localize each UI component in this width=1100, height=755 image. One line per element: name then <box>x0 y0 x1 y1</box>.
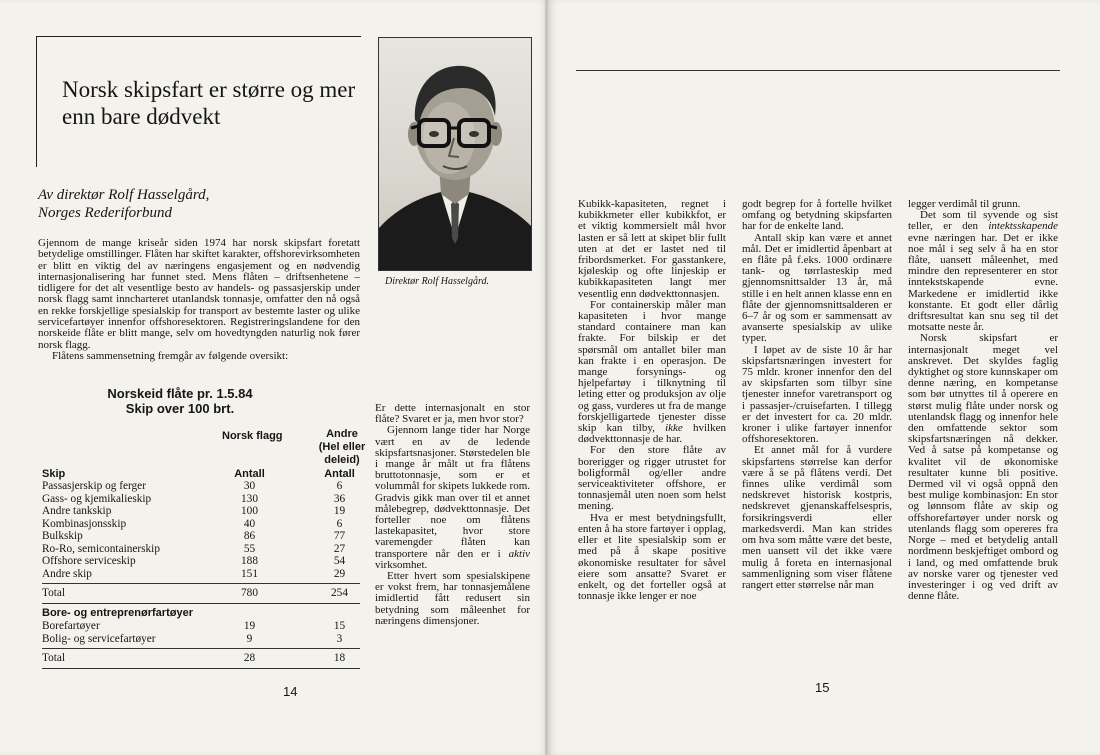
row-norsk: 130 <box>241 492 258 505</box>
row-andre: 19 <box>333 505 346 517</box>
body-paragraph <box>578 300 726 446</box>
row-label: Offshore serviceskip <box>42 555 136 567</box>
fleet-table-title-line: Norskeid flåte pr. 1.5.84 <box>107 386 253 401</box>
table-header-row <box>42 468 360 480</box>
table-row <box>42 505 360 517</box>
row-norsk: 100 <box>241 505 258 517</box>
header-andre-line: Andre <box>326 428 358 440</box>
intro-paragraph: Flåtens sammensetning fremgår av følgende oversikt: <box>52 349 289 362</box>
body-paragraph: Et annet mål for å vurdere skipsfartens størrelse kan derfor være å se på flåtens verdi. Det finnes ulike verdimål som nedskrevet historisk kostpris, nedskrevet gjenanskaffelsespris, forsikringsverdi eller markedsverdi. Man kan strides om hva som måtte være det beste, men uansett vil det ikke være mulig å foreta en internasjonal sammenligning som viser flåtene rangert etter størrelse når man <box>742 444 892 591</box>
article-title: Norsk skipsfart er større og mer enn bare dødvekt <box>62 77 356 129</box>
body-text-italic: aktiv <box>508 547 531 560</box>
table-row <box>42 543 360 555</box>
body-paragraph <box>375 425 530 571</box>
row-andre: 6 <box>336 480 343 492</box>
table-rule <box>42 603 360 604</box>
page-number-right: 15 <box>815 680 830 695</box>
row-andre: 3 <box>336 632 343 645</box>
body-text: For containerskip måler man kapasiteten i hvor mange standard containere man kan frakte. For bilskip er det spørsmål om antallet biler man kan frakte i en operasjon. De mange forsynings- og hjelpefartøy i tilknytning til leting etter og produksjon av olje og gass, vurderes ut fra de mange forskjelligartede tjenester disse skip kan tilby, <box>578 298 726 435</box>
row-andre: 29 <box>333 567 346 580</box>
body-paragraph: Kubikk-kapasiteten, regnet i kubikkmeter eller kubikkfot, er et viktig kommersielt mål hvor lasten er så lett at skipet blir fullt uten at det er lastet ned til fribordsmerket. For gasstankere, kjøleskip og ofte linjeskip er kubikkapasiteten langt mer vesentlig enn dødvekttonnasjen. <box>578 198 726 300</box>
right-page-rule <box>576 70 1060 71</box>
row-label: Bolig- og servicefartøyer <box>42 632 156 645</box>
row-label: Kombinasjonsskip <box>42 517 127 530</box>
total-label: Total <box>42 652 66 664</box>
row-norsk: 151 <box>241 567 258 580</box>
table-row <box>42 518 360 530</box>
body-paragraph: Hva er mest betydningsfullt, enten å ha store fartøyer i opplag, eller et lite spesialskip som er med på å skape positive økonomiske resultater for såvel eiere som ansatte? Svaret er enkelt, og det forteller også at tonnasje ikke lenger er noe <box>578 511 726 603</box>
row-andre: 77 <box>333 530 346 542</box>
photo-caption: Direktør Rolf Hasselgård. <box>385 276 489 287</box>
table-row <box>42 633 360 645</box>
row-label: Andre skip <box>42 567 92 580</box>
table-total-row <box>42 652 360 664</box>
byline <box>38 186 368 222</box>
section-label-skip: Skip <box>42 468 66 480</box>
row-label: Borefartøyer <box>42 620 100 632</box>
row-andre: 15 <box>333 620 346 632</box>
row-norsk: 19 <box>243 620 256 632</box>
body-paragraph: Norsk skipsfart er internasjonalt meget vel anskrevet. Det skyldes faglig dyktighet og store kunnskaper om denne næring, en kompetanse som bør utnyttes til å operere en størst mulig flåte under norsk og utenlandsk flagg og innenfor hele den omfattende sektor som skipsfartsnæringen nå dekker. Ved å satse på kompetanse og kvalitet vil de økonomiske resultater kunne bli positive. Dermed vil vi også oppnå den best mulige kombinasjon: En stor og lønnsom flåte av skip og offshorefartøyer under norsk og utenlands flagg som opereres fra Norge – med et betydelig antall nordmenn beskjeftiget ombord og i land, og med omfattende bruk av norske varer og tjenester ved investeringer i og ved drift av denne flåte. <box>908 332 1058 603</box>
table-row <box>42 530 360 542</box>
table-section-row <box>42 607 360 619</box>
header-andre-line: (Hel eller <box>318 441 366 453</box>
table-row <box>42 555 360 567</box>
body-text-italic: ikke <box>665 422 683 435</box>
total-andre: 18 <box>333 652 346 664</box>
fleet-table-title <box>100 386 260 416</box>
body-text: Gjennom lange tider har Norge vært en av de ledende skipsfartsnasjoner. Størstedelen ble i mange år målt ut fra flåtens bruttotonnasje, som er et volummål for skipets lukkede rom. Gradvis gikk man over til et annet målebegrep, dødvekttonnasje. Det forteller noe om flåtens lastekapasitet, hvor store varemengder flåten kan transportere når den er i <box>375 424 530 560</box>
body-paragraph: Er dette internasjonalt en stor flåte? Svaret er ja, men hvor stor? <box>375 402 530 426</box>
row-label: Gass- og kjemikalieskip <box>42 492 152 505</box>
table-rule <box>42 668 360 669</box>
table-rule <box>42 583 360 584</box>
left-page-column-3 <box>375 403 530 627</box>
row-andre: 36 <box>333 492 346 505</box>
fleet-table-subtitle: Skip over 100 brt. <box>125 401 235 416</box>
row-label: Andre tankskip <box>42 505 112 517</box>
body-paragraph: Antall skip kan være et annet mål. Det er imidlertid åpenbart at en flåte på f.eks. 1000 ordinære tank- og tørrlasteskip med gjennomsnittsalder 13 år, må stille i en helt annen klasse enn en flåte der gjennomsnittsalderen er 6–7 år og som er sammensatt av avanserte spesialskip av ulike typer. <box>742 231 892 345</box>
total-andre: 254 <box>331 587 348 599</box>
header-norsk-flagg: Norsk flagg <box>222 430 283 442</box>
page-number-left: 14 <box>283 684 298 699</box>
body-paragraph: legger verdimål til grunn. <box>908 198 1021 210</box>
body-text: virksomhet. <box>375 558 428 571</box>
table-rule <box>42 648 360 649</box>
body-paragraph: Etter hvert som spesialskipene er vokst frem, har tonnasjemålene imidlertid fått redusert sin betydning som måleenhet for næringens dimensjoner. <box>375 570 530 627</box>
author-portrait-photo <box>378 37 532 271</box>
left-page <box>0 0 548 755</box>
intro-text <box>38 238 360 362</box>
total-norsk: 28 <box>243 652 256 664</box>
right-page-column-1 <box>578 199 726 602</box>
header-andre-line: deleid) <box>324 454 360 466</box>
row-norsk: 86 <box>243 530 256 542</box>
row-label: Ro-Ro, semicontainerskip <box>42 542 160 555</box>
byline-organization: Norges Rederiforbund <box>38 205 173 221</box>
row-andre: 54 <box>333 555 346 567</box>
table-row <box>42 568 360 580</box>
body-paragraph <box>908 210 1058 333</box>
row-andre: 6 <box>336 517 343 530</box>
row-norsk: 30 <box>243 480 256 492</box>
table-row <box>42 480 360 492</box>
right-page-column-2 <box>742 199 892 591</box>
body-text: evne næringen har. Det er ikke noe mål i seg selv å ha en stor flåte, uansett måleenhet, med mindre den representerer en stor inntekstskapende evne. Markedene er imidlertid ikke konstante. Et godt eller dårlig driftsresultat kan snu seg til det motsatte neste år. <box>908 231 1058 334</box>
row-label: Passasjerskip og ferger <box>42 480 146 492</box>
row-norsk: 9 <box>246 632 253 645</box>
body-paragraph: For den store flåte av borerigger og rigger utrustet for boligformål og/eller andre serviceaktiviteter offshore, er tonnasjemål uten noen som helst mening. <box>578 444 726 513</box>
body-text-italic: intektsskapende <box>988 220 1059 233</box>
body-paragraph: godt begrep for å fortelle hvilket omfang og betydning skipsfarten har for de enkelte land. <box>742 198 892 233</box>
header-antall: Antall <box>234 468 265 480</box>
portrait-illustration <box>379 38 531 270</box>
table-total-row <box>42 587 360 599</box>
table-row <box>42 620 360 632</box>
row-norsk: 188 <box>241 555 258 567</box>
row-label: Bulkskip <box>42 530 83 542</box>
table-row <box>42 493 360 505</box>
body-text: Det som til syvende og sist teller, er den <box>908 209 1058 233</box>
total-label: Total <box>42 587 66 599</box>
total-norsk: 780 <box>241 587 258 599</box>
header-andre <box>312 428 372 467</box>
byline-author: Av direktør Rolf Hasselgård, <box>38 187 210 203</box>
row-norsk: 55 <box>243 542 256 555</box>
section-label-bore: Bore- og entreprenørfartøyer <box>42 607 193 619</box>
right-page-column-3 <box>908 199 1058 602</box>
body-text: hvilken dødvekttonnasje de har. <box>578 422 726 446</box>
header-antall: Antall <box>324 468 355 480</box>
row-norsk: 40 <box>243 517 256 530</box>
body-paragraph: I løpet av de siste 10 år har skipsfartsnæringen investert for 75 mldr. kroner innenfor den del av skipsfarten som tilbyr sine tjenester innefor varetransport og i passasjer-/cruisefarten. I tillegg er det investert for ca. 20 mldr. kroner i ulike fartøyer innenfor offshoresektoren. <box>742 343 892 446</box>
row-andre: 27 <box>333 542 346 555</box>
intro-paragraph: Gjennom de mange kriseår siden 1974 har norsk skipsfart foretatt betydelige omstillinger. Flåten har skiftet karakter, offshorevirksomheten er blitt en viktig del av næringens engasjement og en nødvendig internasjonalisering har funnet sted. Mens flåten – driftsenhetene – tidligere for det alt vesentlige besto av handels- og passasjerskip under norsk flagg samt inncharteret utanlandsk tonnasje, omfatter den nå også en rekke forskjellige spesialskip for transport av bestemte laster og ulike servicefartøyer innenfor offshoresektoren. Registreringslandene for den norskeide flåte er blitt mange, selv om hovedtyngden naturlig nok fører norsk flagg. <box>38 237 360 351</box>
